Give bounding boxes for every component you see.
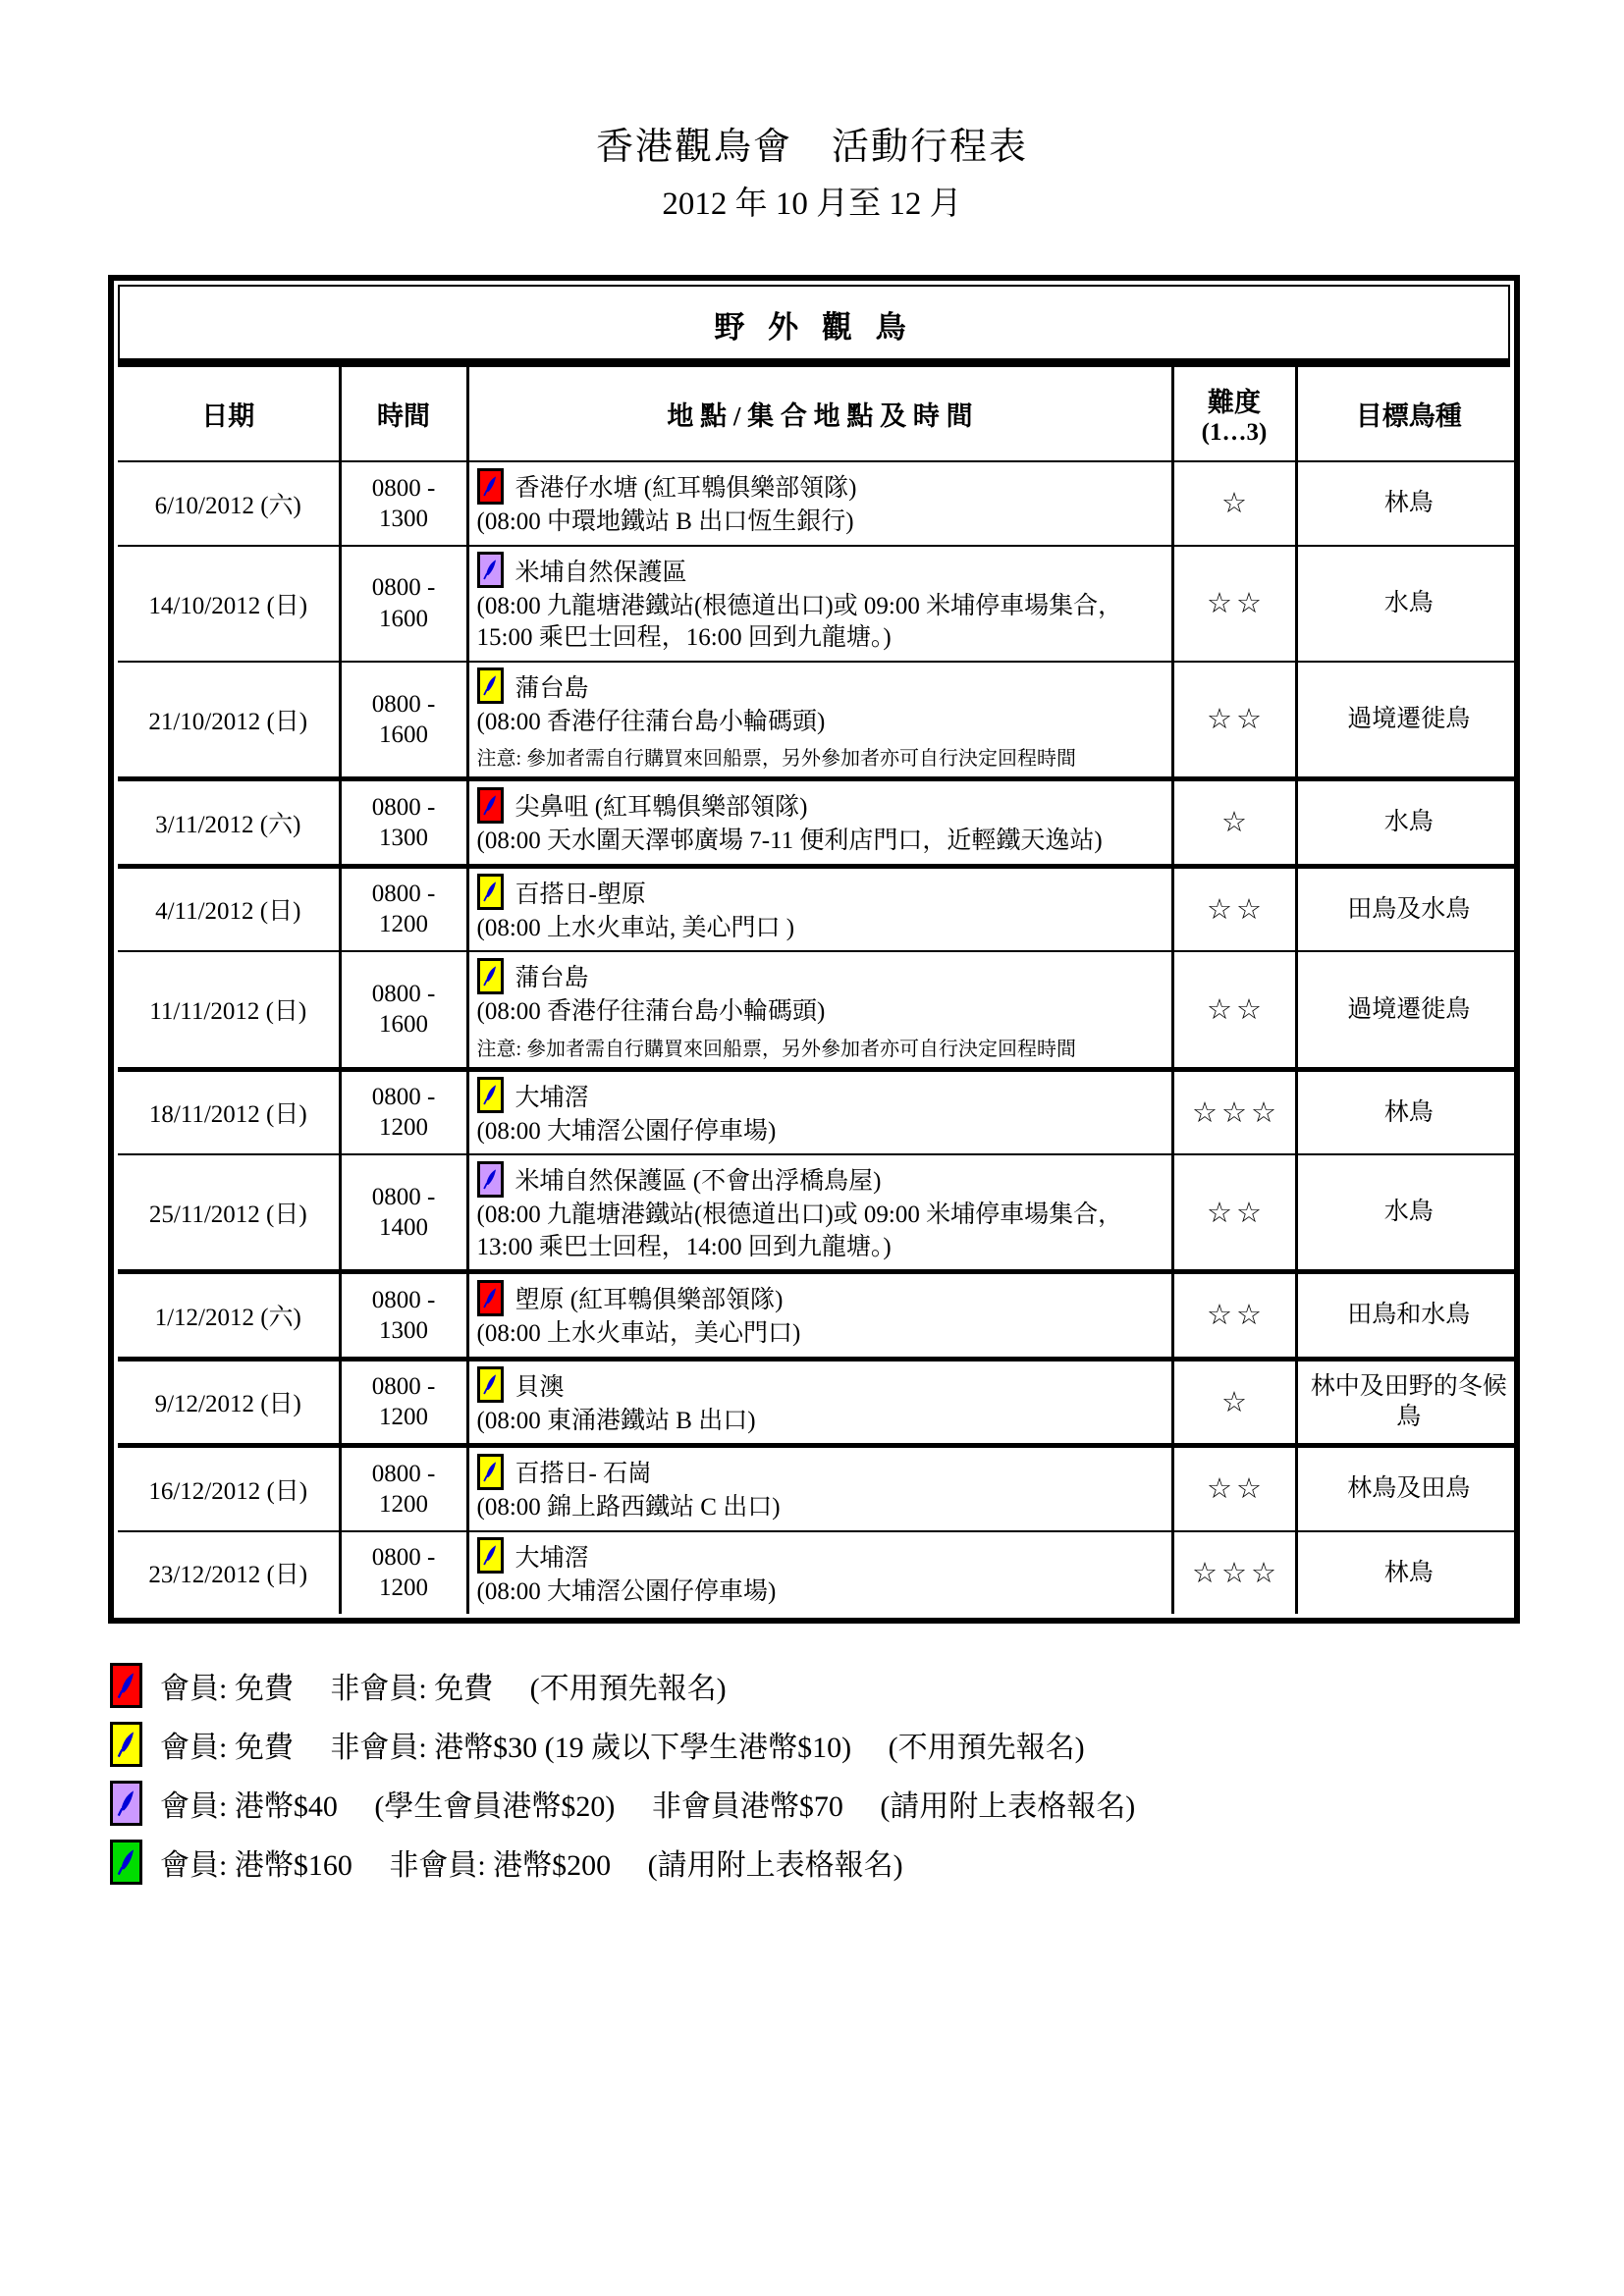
event-time-start: 0800 - <box>371 881 436 907</box>
feather-icon <box>482 1542 499 1568</box>
event-date: 25/11/2012 (日) <box>118 1154 340 1272</box>
table-row <box>118 1069 1520 1154</box>
event-difficulty-stars: ☆☆☆ <box>1172 1069 1296 1154</box>
feather-icon <box>482 963 499 988</box>
event-time <box>340 1272 467 1360</box>
event-meeting-detail: (08:00 大埔滘公園仔停車場) <box>476 1577 777 1605</box>
legend-row <box>110 1781 1624 1826</box>
event-date: 9/12/2012 (日) <box>118 1359 340 1446</box>
difficulty-label: 難度 <box>1208 388 1261 417</box>
event-time <box>340 1446 467 1531</box>
section-title: 野 外 觀 鳥 <box>714 310 914 345</box>
col-header-time: 時間 <box>340 367 467 461</box>
event-location-cell <box>467 662 1172 779</box>
event-time <box>340 1359 467 1446</box>
event-time-end: 1200 <box>379 1575 428 1602</box>
yellow-feather-icon <box>477 958 504 994</box>
event-time <box>340 779 467 867</box>
event-difficulty-stars: ☆☆☆ <box>1172 1531 1296 1615</box>
table-header-row <box>118 367 1520 461</box>
event-location-title: 大埔滘 <box>514 1084 589 1111</box>
event-difficulty-stars: ☆☆ <box>1172 662 1296 779</box>
event-time-end: 1200 <box>379 1114 428 1142</box>
event-time-end: 1200 <box>379 1404 428 1431</box>
yellow-feather-icon <box>477 874 504 910</box>
feather-icon <box>482 879 499 904</box>
event-time-end: 1600 <box>379 605 428 632</box>
event-time <box>340 951 467 1069</box>
event-time-start: 0800 - <box>371 474 436 502</box>
event-time <box>340 1531 467 1615</box>
event-date: 16/12/2012 (日) <box>118 1446 340 1531</box>
event-time-start: 0800 - <box>371 690 436 718</box>
event-time-start: 0800 - <box>371 793 436 821</box>
event-target-birds: 林鳥 <box>1296 1069 1520 1154</box>
feather-icon <box>116 1787 137 1820</box>
event-time-end: 1600 <box>379 721 428 748</box>
event-difficulty-stars: ☆☆ <box>1172 1272 1296 1360</box>
table-row <box>118 951 1520 1069</box>
event-location-title: 貝澳 <box>514 1373 565 1401</box>
purple-feather-icon <box>477 1161 504 1198</box>
table-row <box>118 662 1520 779</box>
event-location-cell <box>467 951 1172 1069</box>
event-meeting-detail: (08:00 九龍塘港鐵站(根德道出口)或 09:00 米埔停車場集合，13:00 乘巴士回程，14:00 回到九龍塘。) <box>476 1201 1123 1260</box>
event-time-end: 1300 <box>379 824 428 851</box>
difficulty-scale: (1…3) <box>1201 419 1268 446</box>
event-meeting-detail: (08:00 東涌港鐵站 B 出口) <box>476 1407 756 1434</box>
event-meeting-detail: (08:00 上水火車站, 美心門口 ) <box>476 914 795 941</box>
event-difficulty-stars: ☆☆ <box>1172 1446 1296 1531</box>
event-target-birds: 水鳥 <box>1296 779 1520 867</box>
event-location-cell <box>467 1446 1172 1531</box>
feather-icon <box>482 1082 499 1107</box>
event-difficulty-stars: ☆ <box>1172 779 1296 867</box>
event-location-cell <box>467 1359 1172 1446</box>
legend-text: 會員: 免費 非會員: 港幣$30 (19 歲以下學生港幣$10) (不用預先報名) <box>160 1732 1085 1764</box>
event-difficulty-stars: ☆☆ <box>1172 951 1296 1069</box>
event-time-end: 1300 <box>379 1316 428 1344</box>
event-target-birds: 林鳥 <box>1296 1531 1520 1615</box>
event-difficulty-stars: ☆☆ <box>1172 866 1296 951</box>
event-location-cell <box>467 1154 1172 1272</box>
legend-row <box>110 1722 1624 1767</box>
event-difficulty-stars: ☆ <box>1172 1359 1296 1446</box>
feather-icon <box>482 1166 499 1192</box>
yellow-feather-icon <box>477 1537 504 1574</box>
event-date: 21/10/2012 (日) <box>118 662 340 779</box>
event-target-birds: 林鳥 <box>1296 461 1520 546</box>
page-subtitle: 2012 年 10 月至 12 月 <box>662 187 962 222</box>
event-target-birds: 田鳥及水鳥 <box>1296 866 1520 951</box>
event-time <box>340 866 467 951</box>
event-location-title: 米埔自然保護區 (不會出浮橋鳥屋) <box>514 1168 882 1195</box>
table-row <box>118 1446 1520 1531</box>
event-difficulty-stars: ☆ <box>1172 461 1296 546</box>
event-difficulty-stars: ☆☆ <box>1172 1154 1296 1272</box>
event-target-birds: 水鳥 <box>1296 546 1520 662</box>
table-row <box>118 546 1520 662</box>
feather-icon <box>482 792 499 818</box>
feather-icon <box>116 1669 137 1702</box>
event-note: 注意: 參加者需自行購買來回船票，另外參加者亦可自行決定回程時間 <box>476 748 1077 770</box>
event-location-cell <box>467 1272 1172 1360</box>
event-target-birds: 林中及田野的冬候鳥 <box>1296 1359 1520 1446</box>
event-location-cell <box>467 1531 1172 1615</box>
event-location-title: 蒲台島 <box>514 674 589 702</box>
green-feather-icon <box>110 1840 142 1885</box>
event-time-end: 1200 <box>379 1490 428 1518</box>
purple-feather-icon <box>477 552 504 588</box>
event-time <box>340 662 467 779</box>
feather-icon <box>482 1371 499 1397</box>
event-time-start: 0800 - <box>371 1084 436 1110</box>
page-title: 香港觀鳥會 活動行程表 <box>595 127 1028 168</box>
event-target-birds: 過境遷徙鳥 <box>1296 951 1520 1069</box>
table-row <box>118 1531 1520 1615</box>
event-location-cell <box>467 779 1172 867</box>
event-date: 1/12/2012 (六) <box>118 1272 340 1360</box>
red-feather-icon <box>477 468 504 505</box>
event-location-title: 蒲台島 <box>514 965 589 991</box>
yellow-feather-icon <box>477 1077 504 1113</box>
fee-legend <box>110 1663 1624 1885</box>
red-feather-icon <box>477 1280 504 1316</box>
schedule-table-frame <box>108 275 1520 1624</box>
event-meeting-detail: (08:00 香港仔往蒲台島小輪碼頭) <box>476 998 826 1025</box>
event-difficulty-stars: ☆☆ <box>1172 546 1296 662</box>
event-location-title: 百搭日- 石崗 <box>514 1461 653 1487</box>
event-location-cell <box>467 866 1172 951</box>
event-location-title: 大埔滘 <box>514 1544 589 1572</box>
event-note: 注意: 參加者需自行購買來回船票，另外參加者亦可自行決定回程時間 <box>476 1038 1077 1060</box>
red-feather-icon <box>477 787 504 824</box>
event-target-birds: 過境遷徙鳥 <box>1296 662 1520 779</box>
event-date: 6/10/2012 (六) <box>118 461 340 546</box>
event-location-cell <box>467 546 1172 662</box>
event-time-start: 0800 - <box>371 574 436 602</box>
event-meeting-detail: (08:00 大埔滘公園仔停車場) <box>476 1117 777 1145</box>
event-date: 3/11/2012 (六) <box>118 779 340 867</box>
col-header-date: 日期 <box>118 367 340 461</box>
legend-text: 會員: 港幣$160 非會員: 港幣$200 (請用附上表格報名) <box>160 1849 903 1882</box>
schedule-table <box>118 367 1520 1614</box>
col-header-target: 目標鳥種 <box>1296 367 1520 461</box>
yellow-feather-icon <box>477 667 504 704</box>
event-time-start: 0800 - <box>371 1544 436 1571</box>
event-meeting-detail: (08:00 九龍塘港鐵站(根德道出口)或 09:00 米埔停車場集合，15:00 乘巴士回程，16:00 回到九龍塘。) <box>476 592 1123 651</box>
event-meeting-detail: (08:00 天水圍天澤邨廣場 7-11 便利店門口，近輕鐵天逸站) <box>476 828 1103 854</box>
table-row <box>118 1272 1520 1360</box>
event-target-birds: 水鳥 <box>1296 1154 1520 1272</box>
table-row <box>118 1154 1520 1272</box>
event-date: 14/10/2012 (日) <box>118 546 340 662</box>
col-header-location: 地 點 / 集 合 地 點 及 時 間 <box>467 367 1172 461</box>
legend-row <box>110 1663 1624 1708</box>
event-time-start: 0800 - <box>371 1373 436 1400</box>
event-target-birds: 田鳥和水鳥 <box>1296 1272 1520 1360</box>
event-time-end: 1600 <box>379 1011 428 1039</box>
event-time-start: 0800 - <box>371 1460 436 1487</box>
event-target-birds: 林鳥及田鳥 <box>1296 1446 1520 1531</box>
feather-icon <box>482 557 499 582</box>
event-time-start: 0800 - <box>371 981 436 1007</box>
feather-icon <box>482 1285 499 1310</box>
event-time <box>340 1069 467 1154</box>
event-time <box>340 461 467 546</box>
legend-text: 會員: 港幣$40 (學生會員港幣$20) 非會員港幣$70 (請用附上表格報名) <box>160 1790 1136 1823</box>
red-feather-icon <box>110 1663 142 1708</box>
event-time-end: 1200 <box>379 911 428 938</box>
event-time <box>340 546 467 662</box>
event-time <box>340 1154 467 1272</box>
legend-row <box>110 1840 1624 1885</box>
event-date: 23/12/2012 (日) <box>118 1531 340 1615</box>
section-band <box>118 285 1510 367</box>
table-row <box>118 779 1520 867</box>
event-date: 11/11/2012 (日) <box>118 951 340 1069</box>
table-row <box>118 1359 1520 1446</box>
yellow-feather-icon <box>110 1722 142 1767</box>
yellow-feather-icon <box>477 1454 504 1490</box>
event-time-end: 1400 <box>379 1214 428 1241</box>
purple-feather-icon <box>110 1781 142 1826</box>
event-time-start: 0800 - <box>371 1286 436 1313</box>
event-location-title: 米埔自然保護區 <box>514 559 687 586</box>
event-meeting-detail: (08:00 中環地鐵站 B 出口恆生銀行) <box>476 508 854 535</box>
table-row <box>118 866 1520 951</box>
feather-icon <box>116 1728 137 1761</box>
event-location-cell <box>467 461 1172 546</box>
event-time-end: 1300 <box>379 505 428 532</box>
legend-text: 會員: 免費 非會員: 免費 (不用預先報名) <box>160 1673 727 1705</box>
col-header-difficulty <box>1172 367 1296 461</box>
event-location-title: 香港仔水塘 (紅耳鵯俱樂部領隊) <box>514 475 857 502</box>
table-row <box>118 461 1520 546</box>
event-location-cell <box>467 1069 1172 1154</box>
feather-icon <box>482 1459 499 1484</box>
yellow-feather-icon <box>477 1366 504 1403</box>
event-date: 18/11/2012 (日) <box>118 1069 340 1154</box>
event-meeting-detail: (08:00 錦上路西鐵站 C 出口) <box>476 1494 781 1521</box>
event-time-start: 0800 - <box>371 1183 436 1210</box>
event-date: 4/11/2012 (日) <box>118 866 340 951</box>
feather-icon <box>482 473 499 499</box>
feather-icon <box>482 672 499 698</box>
event-meeting-detail: (08:00 上水火車站，美心門口) <box>476 1320 801 1347</box>
event-location-title: 尖鼻咀 (紅耳鵯俱樂部領隊) <box>514 794 808 821</box>
event-location-title: 百搭日-塱原 <box>514 881 646 908</box>
feather-icon <box>116 1845 137 1879</box>
event-meeting-detail: (08:00 香港仔往蒲台島小輪碼頭) <box>476 708 826 735</box>
event-location-title: 塱原 (紅耳鵯俱樂部領隊) <box>514 1287 784 1313</box>
